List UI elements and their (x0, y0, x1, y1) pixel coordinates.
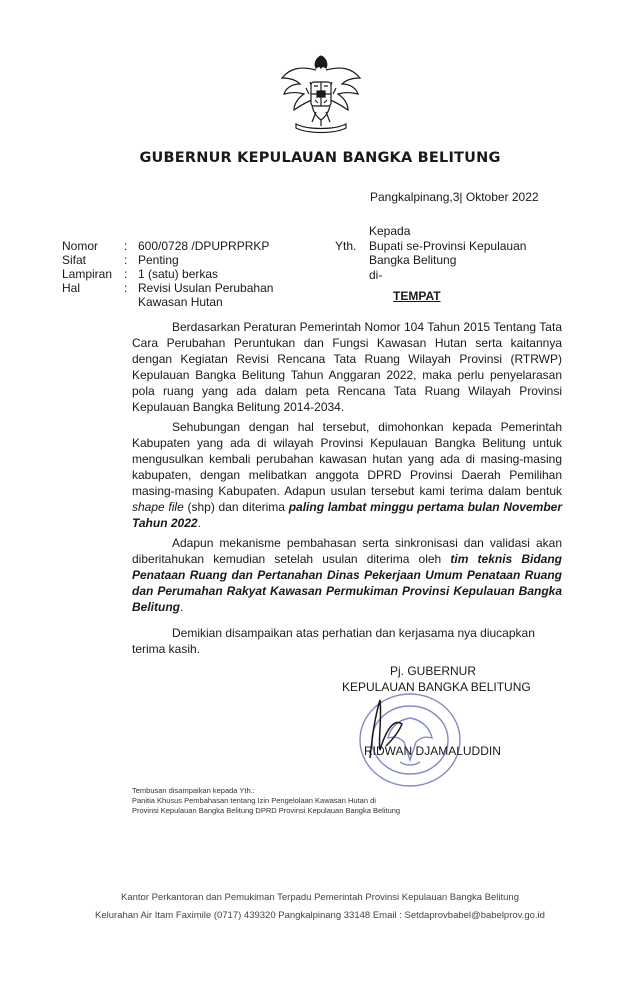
meta-label: Nomor (62, 239, 99, 253)
footer-line-1: Kantor Perkantoran dan Pemukiman Terpadu Pemerintah Provinsi Kepulauan Bangka Belitung (120, 892, 520, 903)
signatory-name: RIDWAN DJAMALUDDIN (364, 744, 501, 758)
meta-row-sifat: Sifat : Penting (62, 253, 318, 267)
meta-value: Kawasan Hutan (138, 295, 223, 309)
address-block (369, 224, 526, 282)
meta-row-lampiran: Lampiran : 1 (satu) berkas (62, 267, 318, 281)
meta-value: Penting (138, 253, 179, 267)
address-kepada: Kepada (369, 224, 411, 238)
address-yth: Yth. (335, 239, 357, 253)
letter-title: GUBERNUR KEPULAUAN BANGKA BELITUNG (139, 150, 501, 166)
tembusan-item: Provinsi Kepulauan Bangka Belitung DPRD Provinsi Kepulauan Bangka Belitung (132, 806, 401, 815)
team-text: tim teknis Bidang Penataan Ruang dan Pertanahan Dinas Pekerjaan Umum Penataan Ruang dan Perumahan Rakyat Kawasan Permukiman Provinsi Kepulauan Bangka Belitung (132, 552, 563, 614)
deadline-text: paling lambat minggu pertama bulan November Tahun 2022 (132, 500, 562, 530)
signature-role-1: Pj. GUBERNUR (390, 664, 477, 678)
address-line2: Bangka Belitung (369, 253, 457, 267)
signature-role-2: KEPULAUAN BANGKA BELITUNG (342, 680, 531, 694)
meta-value: Revisi Usulan Perubahan (138, 281, 274, 295)
tembusan-item: Panitia Khusus Pembahasan tentang Izin Pengelolaan Kawasan Hutan di (132, 796, 376, 805)
tembusan-title: Tembusan disampaikan kepada Yth.: (132, 786, 255, 795)
meta-row-hal: Hal : Revisi Usulan Perubahan (62, 281, 318, 295)
meta-row-nomor: Nomor : 600/0728 /DPUPRPRKP (62, 239, 318, 253)
shape-file-term: shape file (132, 500, 184, 514)
meta-label (62, 295, 124, 309)
meta-row-hal-cont (62, 295, 318, 309)
meta-value: 600/0728 /DPUPRPRKP (138, 239, 270, 253)
address-tempat: TEMPAT (393, 289, 441, 303)
meta-label: Hal (62, 281, 81, 295)
letter-meta (62, 239, 318, 309)
meta-label: Lampiran (62, 267, 113, 281)
closing-paragraph: Demikian disampaikan atas perhatian dan kerjasama nya diucapkan terima kasih. (132, 626, 535, 656)
letter-body (132, 319, 562, 619)
paragraph-2: Sehubungan dengan hal tersebut, dimohonkan kepada Pemerintah Kabupaten yang ada di wilayah Provinsi Kepulauan Bangka Belitung untuk mengusulkan kembali perubahan kawasan hutan yang ada di masing-masing kabupaten, dengan melibatkan anggota DPRD Provinsi Daerah Pemilihan masing-masing Kabupaten. Adapun usulan tersebut kami terima dalam bentuk shape file (shp) dan diterima paling lambat minggu pertama bulan November Tahun 2022. (132, 420, 562, 530)
place-date: Pangkalpinang,3| Oktober 2022 (370, 190, 539, 204)
tembusan-block (132, 786, 400, 816)
garuda-emblem (276, 48, 366, 138)
meta-value: 1 (satu) berkas (138, 267, 219, 281)
paragraph-1: Berdasarkan Peraturan Pemerintah Nomor 104 Tahun 2015 Tentang Tata Cara Perubahan Peruntukan dan Fungsi Kawasan Hutan serta kaitannya dengan Kegiatan Revisi Rencana Tata Ruang Wilayah Provinsi (RTRWP) Kepulauan Bangka Belitung Tahun Anggaran 2022, maka perlu penyelarasan pola ruang yang ada dalam peta Rencana Tata Ruang Wilayah Provinsi Kepulauan Bangka Belitung 2014-2034. (132, 320, 562, 414)
address-line1: Bupati se-Provinsi Kepulauan (369, 238, 527, 253)
address-di: di- (369, 267, 383, 282)
letter-footer (0, 889, 640, 925)
footer-line-2: Kelurahan Air Itam Faximile (0717) 439320 Pangkalpinang 33148 Email : Setdaprovbabel@babelprov.go.id (95, 910, 545, 921)
paragraph-3: Adapun mekanisme pembahasan serta sinkronisasi dan validasi akan diberitahukan kemudian setelah usulan diterima oleh tim teknis Bidang Penataan Ruang dan Pertanahan Dinas Pekerjaan Umum Penataan Ruang dan Perumahan Rakyat Kawasan Permukiman Provinsi Kepulauan Bangka Belitung. (132, 536, 563, 614)
meta-label: Sifat (62, 253, 87, 267)
